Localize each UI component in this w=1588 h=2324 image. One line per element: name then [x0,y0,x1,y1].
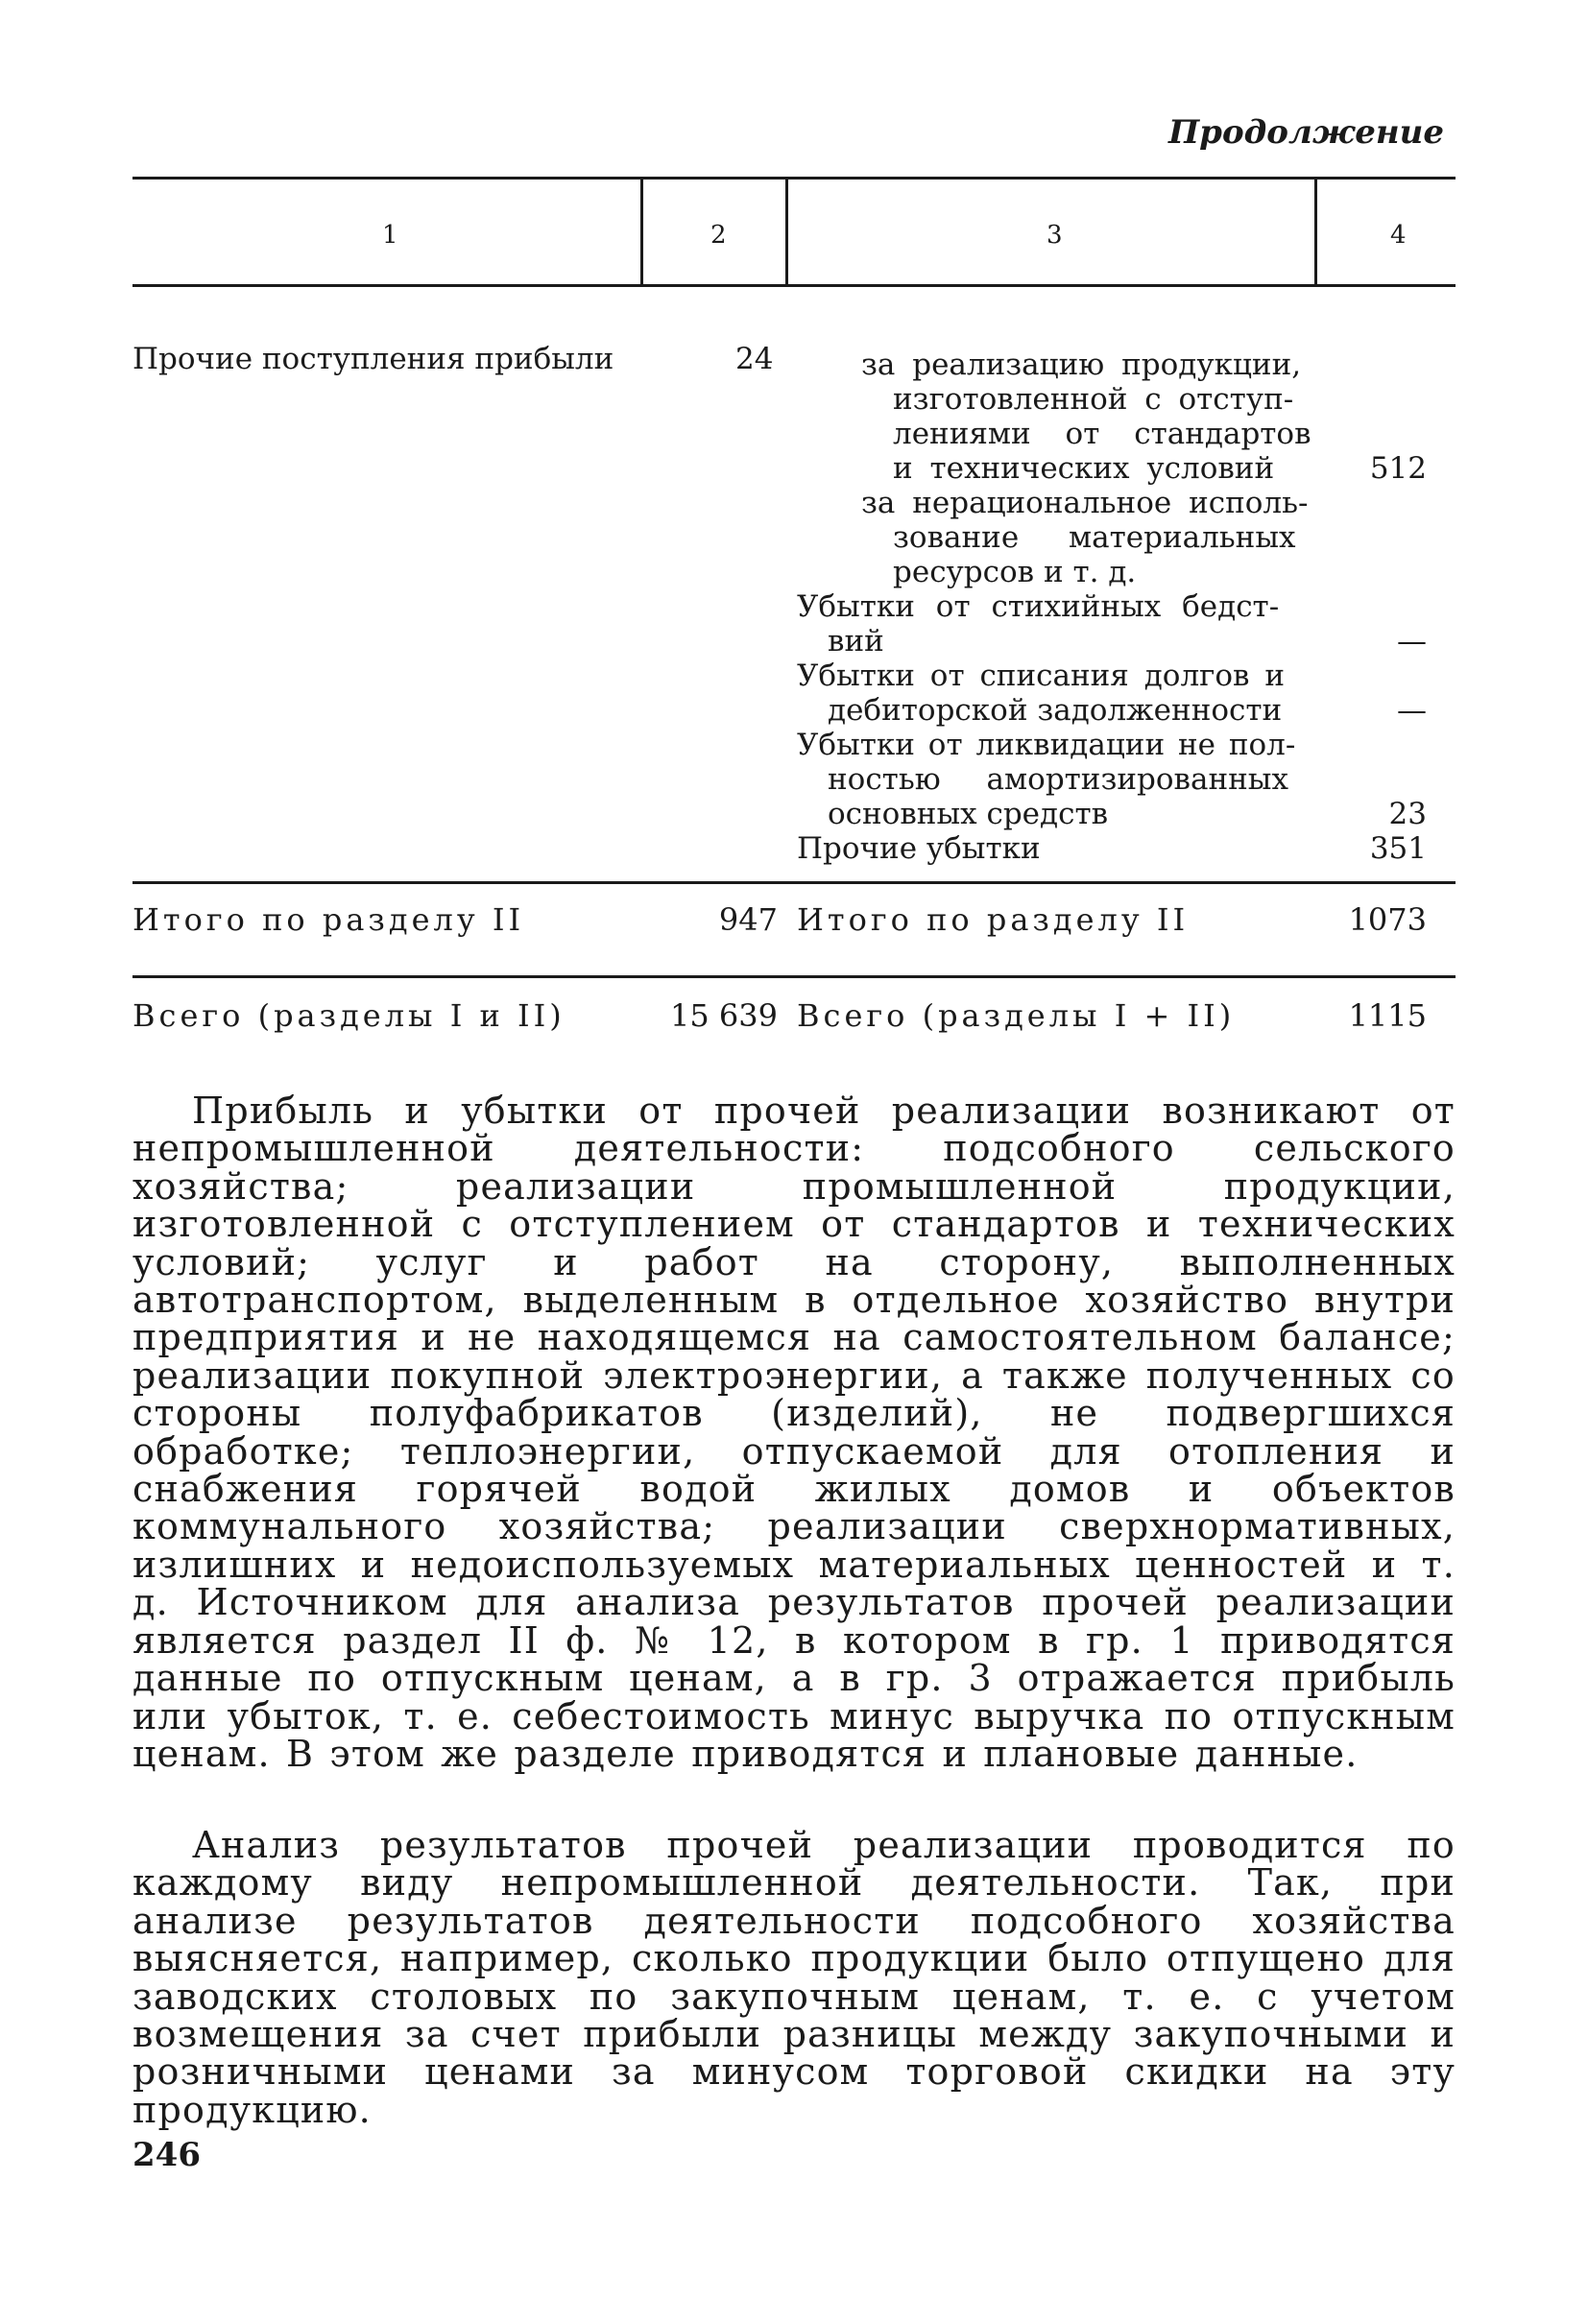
item-line: Прочие убытки [797,831,1041,866]
item-line: ностью амортизированных [828,762,1288,797]
item-value: — [1397,624,1427,659]
body-paragraph-1: Прибыль и убытки от прочей реализации возникают от непромышленной деятельности: подсобного сельского хозяйства; реализации промышленной продукции, изготовленной с отступлением от стандартов и технических условий; услуг и работ на сторону, выполненных автотранспортом, выделенным в отдельное хозяйство внутри предприятия и не находящемся на самостоятельном балансе; реализации покупной электроэнергии, а также полученных со стороны полуфабрикатов (изделий), не подвергшихся обработке; теплоэнергии, отпускаемой для отопления и снабжения горячей водой жилых домов и объектов коммунального хозяйства; реализации сверхнормативных, излишних и недоиспользуемых материальных ценностей и т. д. Источником для анализа результатов прочей реализации является раздел II ф. № 12, в котором в гр. 1 приводятся данные по отпускным ценам, а в гр. 3 отражается прибыль или убыток, т. е. себестоимость минус выручка по отпускным ценам. В этом же разделе приводятся и плановые данные. [132,1090,1456,1775]
item-line: Убытки от ликвидации не пол- [797,728,1296,762]
item-line: изготовленной с отступ- [893,382,1294,417]
other-receipts-label: Прочие поступления прибыли [132,342,614,376]
item-line: ресурсов и т. д. [893,555,1137,589]
column-number-1: 1 [382,221,398,250]
section-total-rule [132,881,1456,884]
table-top-rule [132,177,1456,180]
section-total-right-label: Итого по разделу II [797,901,1190,938]
item-value: 23 [1388,797,1427,831]
column-number-2: 2 [710,221,727,250]
section-total-right-value: 1073 [1348,901,1427,938]
section-total-left-label: Итого по разделу II [132,901,525,938]
column-number-4: 4 [1390,221,1407,250]
grand-total-rule [132,975,1456,978]
item-line: и технических условий [893,451,1275,486]
body-paragraph-2: Анализ результатов прочей реализации проводится по каждому виду непромышленной деятельности. Так, при анализе результатов деятельности подсобного хозяйства выясняется, например, сколько продукции было отпущено для заводских столовых по закупочным ценам, т. е. с учетом возмещения за счет прибыли разницы между закупочными и розничными ценами за минусом торговой скидки на эту продукцию. [132,1824,1456,2131]
grand-total-left-label: Всего (разделы I и II) [132,997,565,1034]
item-line: лениями от стандартов [893,417,1311,451]
item-line: основных средств [828,797,1109,831]
column-divider-3 [1314,177,1317,284]
table-header-rule [132,284,1456,287]
grand-total-left-value: 15 639 [670,997,778,1034]
item-value: 512 [1369,451,1427,486]
continuation-label: Продолжение [1168,113,1444,152]
column-divider-2 [785,177,788,284]
section-total-left-value: 947 [718,901,778,938]
item-value: 351 [1369,831,1427,866]
item-line: Убытки от списания долгов и [797,659,1286,693]
other-receipts-value: 24 [735,342,774,376]
grand-total-right-value: 1115 [1348,997,1427,1034]
item-line: дебиторской задолженности [828,693,1283,728]
column-number-3: 3 [1047,221,1063,250]
item-line: вий [828,624,884,659]
page-number: 246 [132,2136,201,2174]
item-line: за нерациональное исполь- [861,486,1309,520]
item-line: зование материальных [893,520,1296,555]
grand-total-right-label: Всего (разделы I + II) [797,997,1236,1034]
item-line: Убытки от стихийных бедст- [797,589,1280,624]
column-divider-1 [640,177,643,284]
item-value: — [1397,693,1427,728]
item-line: за реализацию продукции, [861,347,1302,382]
